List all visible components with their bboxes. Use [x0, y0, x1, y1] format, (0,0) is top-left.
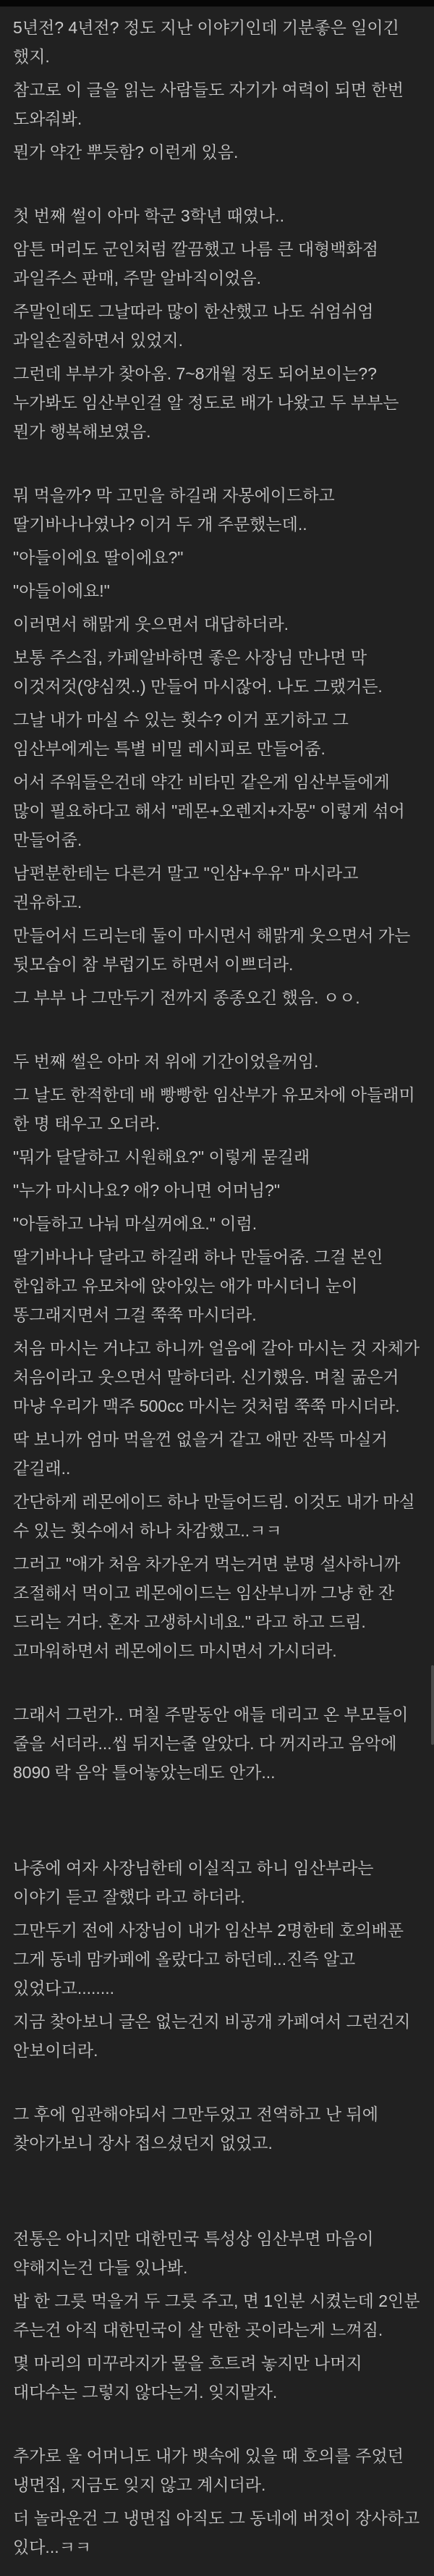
post-paragraph: 첫 번째 썰이 아마 학군 3학년 때였나.. — [13, 206, 284, 225]
post-paragraph: 그래서 그런가.. 며칠 주말동안 애들 데리고 온 부모들이 줄을 서더라...씹 뒤지는줄 알았다. 다 꺼지라고 음악에 8090 락 음악 틀어놓았는데도 안가... — [13, 1705, 409, 1782]
status-bar — [0, 0, 434, 7]
post-paragraph: 지금 찾아보니 글은 없는건지 비공개 카페여서 그런건지 안보이더라. — [13, 2012, 411, 2060]
post-paragraph: 뭔가 약간 뿌듯함? 이런게 있음. — [13, 143, 239, 161]
post-paragraph: 추가로 울 어머니도 내가 뱃속에 있을 때 호의를 주었던 냉면집, 지금도 잊지 않고 계시더라. — [13, 2446, 404, 2494]
post-paragraph: 그 후에 임관해야되서 그만두었고 전역하고 난 뒤에 찾아가보니 장사 접으셨던지 없었고. — [13, 2105, 378, 2152]
post-paragraph: "뭐가 달달하고 시원해요?" 이렇게 묻길래 — [13, 1148, 310, 1166]
post-paragraph: 더 놀라운건 그 냉면집 아직도 그 동네에 버젓이 장사하고 있다...ㅋㅋ — [13, 2509, 420, 2556]
post-paragraph: 만들어서 드리는데 둘이 마시면서 해맑게 웃으면서 가는 뒷모습이 참 부럽기도 하면서 이쁘더라. — [13, 926, 411, 974]
post-paragraph: 밥 한 그릇 먹을거 두 그릇 주고, 면 1인분 시켰는데 2인분 주는건 아직 대한민국이 살 만한 곳이라는게 느껴짐. — [13, 2291, 420, 2339]
post-paragraph: 그런데 부부가 찾아옴. 7~8개월 정도 되어보이는?? 누가봐도 임산부인걸 알 정도로 배가 나왔고 두 부부는 뭔가 행복해보였음. — [13, 364, 399, 441]
post-paragraph: 전통은 아니지만 대한민국 특성상 임산부면 마음이 약해지는건 다들 있나봐. — [13, 2229, 374, 2277]
post-paragraph: 두 번째 썰은 아마 저 위에 기간이었을꺼임. — [13, 1052, 319, 1071]
post-paragraph: 몇 마리의 미꾸라지가 물을 흐트려 놓지만 나머지 대다수는 그렇지 않다는거. 잊지말자. — [13, 2354, 362, 2402]
post-paragraph: 그 부부 나 그만두기 전까지 종종오긴 했음. ㅇㅇ. — [13, 988, 360, 1007]
post-paragraph: 딱 보니까 엄마 먹을껀 없을거 같고 애만 잔뜩 마실거 같길래.. — [13, 1430, 388, 1478]
post-paragraph: "아들하고 나눠 마실꺼에요." 이럼. — [13, 1214, 258, 1233]
post-paragraph: 처음 마시는 거냐고 하니까 얼음에 갈아 마시는 것 자체가 처음이라고 웃으면서 말하더라. 신기했음. 며칠 굶은거 마냥 우리가 맥주 500cc 마시는 것처럼 쭉쭉 마시더라. — [13, 1339, 420, 1415]
scrollbar-thumb[interactable] — [431, 1665, 434, 1745]
post-paragraph: 5년전? 4년전? 정도 지난 이야기인데 기분좋은 일이긴 했지. — [13, 18, 399, 66]
post-paragraph: 간단하게 레몬에이드 하나 만들어드림. 이것도 내가 마실 수 있는 횟수에서 하나 차감했고..ㅋㅋ — [13, 1492, 415, 1540]
post-paragraph: "아들이에요!" — [13, 581, 110, 600]
post-body — [0, 7, 434, 2576]
post-paragraph: 그날 내가 마실 수 있는 횟수? 이거 포기하고 그 임산부에게는 특별 비밀 레시피로 만들어줌. — [13, 710, 349, 758]
post-paragraph: 주말인데도 그날따라 많이 한산했고 나도 쉬엄쉬엄 과일손질하면서 있었지. — [13, 302, 374, 350]
post-paragraph: "누가 마시나요? 애? 아니면 어머님?" — [13, 1181, 281, 1200]
post-paragraph: 그만두기 전에 사장님이 내가 임산부 2명한테 호의배푼 그게 동네 맘카페에 올랐다고 하던데...진즉 알고 있었다고........ — [13, 1921, 404, 1998]
post-paragraph: 남편분한테는 다른거 말고 "인삼+우유" 마시라고 권유하고. — [13, 864, 359, 912]
post-paragraph: 뭐 먹을까? 막 고민을 하길래 자몽에이드하고 딸기바나나였나? 이거 두 개 주문했는데.. — [13, 486, 335, 534]
post-paragraph: 암튼 머리도 군인처럼 깔끔했고 나름 큰 대형백화점 과일주스 판매, 주말 알바직이었음. — [13, 240, 378, 287]
post-paragraph: 딸기바나나 달라고 하길래 하나 만들어줌. 그걸 본인 한입하고 유모차에 앉아있는 애가 마시더니 눈이 똥그래지면서 그걸 쭉쭉 마시더라. — [13, 1247, 383, 1324]
post-paragraph: "아들이에요 딸이에요?" — [13, 548, 184, 567]
post-paragraph: 그 날도 한적한데 배 빵빵한 임산부가 유모차에 아들래미 한 명 태우고 오더라. — [13, 1085, 415, 1133]
post-paragraph: 참고로 이 글을 읽는 사람들도 자기가 여력이 되면 한번 도와줘봐. — [13, 80, 404, 128]
post-paragraph: 어서 주워들은건데 약간 비타민 같은게 임산부들에게 많이 필요하다고 해서 "레몬+오렌지+자몽" 이렇게 섞어 만들어줌. — [13, 773, 405, 849]
post-paragraph: 이러면서 해맑게 웃으면서 대답하더라. — [13, 615, 289, 634]
post-paragraph: 나중에 여자 사장님한테 이실직고 하니 임산부라는 이야기 듣고 잘했다 라고 하더라. — [13, 1859, 374, 1906]
post-paragraph: 그러고 "애가 처음 차가운거 먹는거면 분명 설사하니까 조절해서 먹이고 레몬에이드는 임산부니까 그냥 한 잔 드리는 거다. 혼자 고생하시네요." 라고 하고 드림. 고마워하면서 레몬에이드 마시면서 가시더라. — [13, 1554, 401, 1660]
post-paragraph: 보통 주스집, 카페알바하면 좋은 사장님 만나면 막 이것저것(양심껏..) 만들어 마시잖어. 나도 그랬거든. — [13, 648, 383, 696]
